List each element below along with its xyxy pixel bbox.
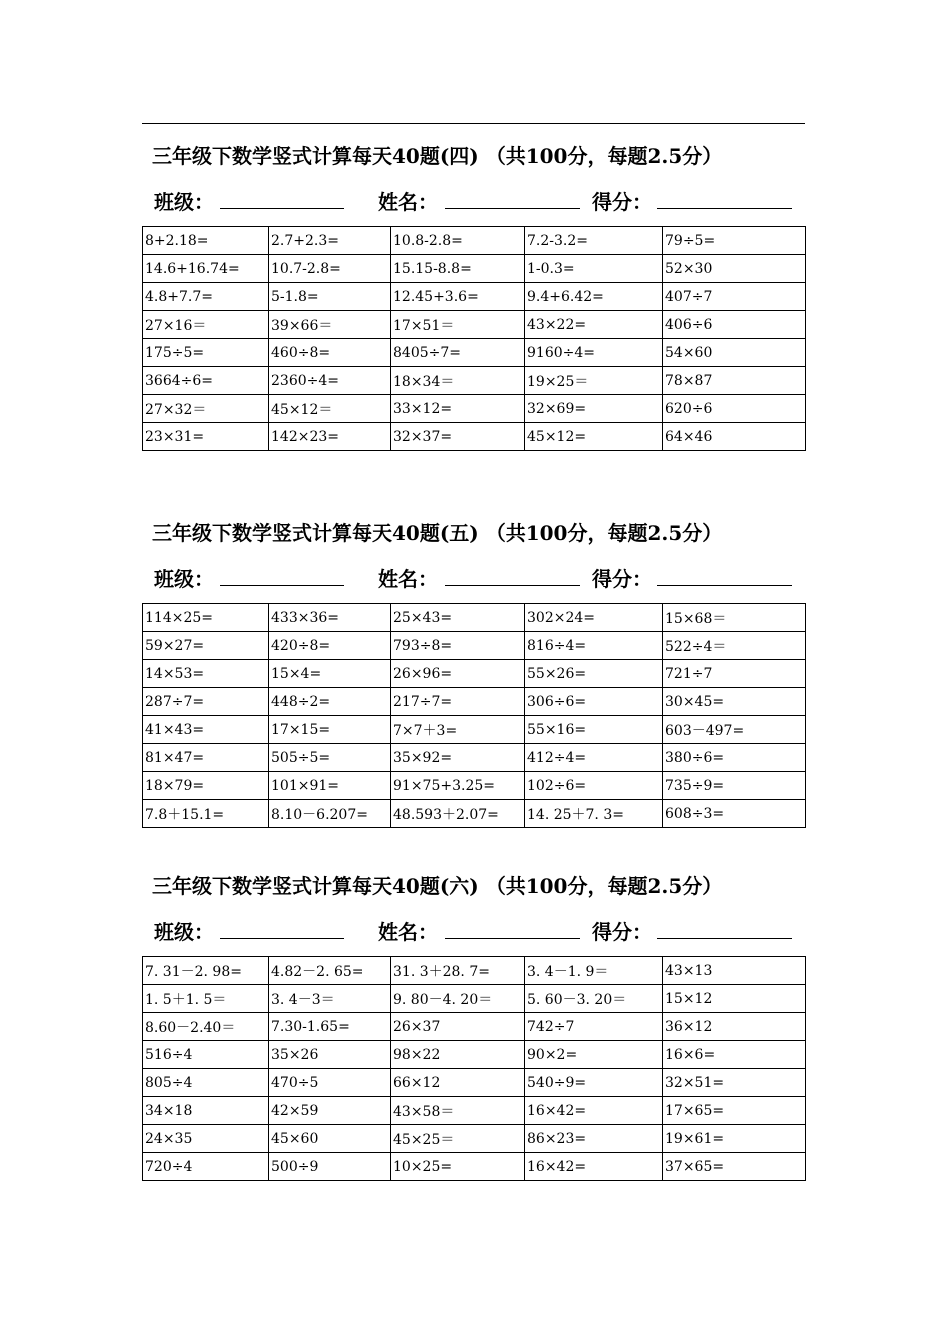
student-info-row [142, 563, 805, 591]
problem-cell: 7.30-1.65= [269, 1013, 391, 1041]
problem-cell: 59×27= [143, 632, 269, 660]
problem-cell: 34×18 [143, 1097, 269, 1125]
problem-cell: 27×32＝ [143, 395, 269, 423]
problem-cell: 30×45= [663, 688, 806, 716]
table-row [143, 744, 806, 772]
problem-cell: 78×87 [663, 367, 806, 395]
problem-cell: 31. 3＋28. 7= [391, 957, 525, 985]
problem-cell: 433×36= [269, 604, 391, 632]
problem-cell: 14.6+16.74= [143, 255, 269, 283]
problem-cell: 32×69= [525, 395, 663, 423]
table-row [143, 423, 806, 451]
problem-cell: 720÷4 [143, 1153, 269, 1181]
problem-cell: 43×22= [525, 311, 663, 339]
problem-cell: 18×34＝ [391, 367, 525, 395]
problem-cell: 7.8＋15.1= [143, 800, 269, 828]
problem-cell: 407÷7 [663, 283, 806, 311]
top-divider [142, 123, 805, 124]
name-blank[interactable] [445, 938, 580, 939]
table-row [143, 367, 806, 395]
name-blank[interactable] [445, 208, 580, 209]
problem-cell: 10.8-2.8= [391, 227, 525, 255]
problem-cell: 48.593＋2.07= [391, 800, 525, 828]
problem-table [142, 226, 806, 451]
problem-cell: 12.45+3.6= [391, 283, 525, 311]
problem-cell: 55×26= [525, 660, 663, 688]
problem-cell: 9.4+6.42= [525, 283, 663, 311]
problem-cell: 522÷4＝ [663, 632, 806, 660]
problem-cell: 1. 5＋1. 5＝ [143, 985, 269, 1013]
problem-cell: 23×31= [143, 423, 269, 451]
problem-cell: 287÷7= [143, 688, 269, 716]
problem-cell: 217÷7= [391, 688, 525, 716]
score-blank[interactable] [657, 938, 792, 939]
problem-cell: 742÷7 [525, 1013, 663, 1041]
problem-cell: 36×12 [663, 1013, 806, 1041]
table-row [143, 957, 806, 985]
problem-cell: 175÷5= [143, 339, 269, 367]
problem-cell: 8.60－2.40＝ [143, 1013, 269, 1041]
problem-table [142, 603, 806, 828]
problem-cell: 14. 25＋7. 3= [525, 800, 663, 828]
problem-cell: 17×15= [269, 716, 391, 744]
problem-table [142, 956, 806, 1181]
problem-cell: 603－497= [663, 716, 806, 744]
section-title: 三年级下数学竖式计算每天40题(六) （共100分，每题2.5分） [152, 874, 723, 898]
problem-cell: 64×46 [663, 423, 806, 451]
problem-cell: 2.7+2.3= [269, 227, 391, 255]
problem-cell: 17×65= [663, 1097, 806, 1125]
problem-cell: 7.2-3.2= [525, 227, 663, 255]
problem-cell: 14×53= [143, 660, 269, 688]
problem-cell: 9160÷4= [525, 339, 663, 367]
score-label: 得分： [592, 920, 652, 944]
problem-cell: 91×75+3.25= [391, 772, 525, 800]
problem-cell: 16×6= [663, 1041, 806, 1069]
table-row [143, 1013, 806, 1041]
problem-cell: 142×23= [269, 423, 391, 451]
problem-cell: 460÷8= [269, 339, 391, 367]
score-label: 得分： [592, 190, 652, 214]
table-row [143, 1041, 806, 1069]
problem-cell: 19×25＝ [525, 367, 663, 395]
problem-cell: 98×22 [391, 1041, 525, 1069]
problem-cell: 42×59 [269, 1097, 391, 1125]
student-info-row [142, 916, 805, 944]
problem-cell: 45×25＝ [391, 1125, 525, 1153]
problem-cell: 2360÷4= [269, 367, 391, 395]
problem-cell: 32×51= [663, 1069, 806, 1097]
table-row [143, 283, 806, 311]
problem-cell: 35×92= [391, 744, 525, 772]
problem-cell: 26×37 [391, 1013, 525, 1041]
score-label: 得分： [592, 567, 652, 591]
problem-cell: 45×60 [269, 1125, 391, 1153]
table-row [143, 1153, 806, 1181]
problem-cell: 16×42= [525, 1153, 663, 1181]
table-row [143, 1069, 806, 1097]
score-blank[interactable] [657, 585, 792, 586]
table-row [143, 1097, 806, 1125]
problem-cell: 25×43= [391, 604, 525, 632]
name-blank[interactable] [445, 585, 580, 586]
problem-cell: 86×23= [525, 1125, 663, 1153]
problem-cell: 15×12 [663, 985, 806, 1013]
table-row [143, 604, 806, 632]
problem-cell: 43×13 [663, 957, 806, 985]
problem-cell: 10×25= [391, 1153, 525, 1181]
problem-cell: 540÷9= [525, 1069, 663, 1097]
problem-cell: 412÷4= [525, 744, 663, 772]
problem-cell: 17×51＝ [391, 311, 525, 339]
problem-cell: 15.15-8.8= [391, 255, 525, 283]
table-row [143, 772, 806, 800]
problem-cell: 3. 4－1. 9＝ [525, 957, 663, 985]
problem-cell: 9. 80－4. 20＝ [391, 985, 525, 1013]
problem-cell: 7×7＋3= [391, 716, 525, 744]
problem-cell: 24×35 [143, 1125, 269, 1153]
problem-cell: 43×58＝ [391, 1097, 525, 1125]
problem-cell: 516÷4 [143, 1041, 269, 1069]
problem-cell: 10.7-2.8= [269, 255, 391, 283]
problem-cell: 16×42= [525, 1097, 663, 1125]
problem-cell: 608÷3= [663, 800, 806, 828]
problem-cell: 102÷6= [525, 772, 663, 800]
name-label: 姓名： [378, 920, 438, 944]
problem-cell: 101×91= [269, 772, 391, 800]
problem-cell: 33×12= [391, 395, 525, 423]
table-row [143, 688, 806, 716]
problem-cell: 27×16＝ [143, 311, 269, 339]
problem-cell: 26×96= [391, 660, 525, 688]
class-label: 班级： [154, 190, 214, 214]
table-row [143, 632, 806, 660]
problem-cell: 420÷8= [269, 632, 391, 660]
problem-cell: 15×68＝ [663, 604, 806, 632]
table-row [143, 660, 806, 688]
problem-cell: 90×2= [525, 1041, 663, 1069]
problem-cell: 805÷4 [143, 1069, 269, 1097]
problem-cell: 793÷8= [391, 632, 525, 660]
problem-cell: 81×47= [143, 744, 269, 772]
table-row [143, 395, 806, 423]
problem-cell: 52×30 [663, 255, 806, 283]
class-label: 班级： [154, 920, 214, 944]
table-row [143, 311, 806, 339]
problem-cell: 79÷5= [663, 227, 806, 255]
problem-cell: 448÷2= [269, 688, 391, 716]
name-label: 姓名： [378, 567, 438, 591]
problem-cell: 54×60 [663, 339, 806, 367]
problem-cell: 306÷6= [525, 688, 663, 716]
table-row [143, 985, 806, 1013]
problem-cell: 66×12 [391, 1069, 525, 1097]
problem-cell: 45×12＝ [269, 395, 391, 423]
class-label: 班级： [154, 567, 214, 591]
problem-cell: 3664÷6= [143, 367, 269, 395]
student-info-row [142, 186, 805, 214]
problem-cell: 35×26 [269, 1041, 391, 1069]
problem-cell: 37×65= [663, 1153, 806, 1181]
problem-cell: 8+2.18= [143, 227, 269, 255]
problem-cell: 4.82－2. 65= [269, 957, 391, 985]
section-title: 三年级下数学竖式计算每天40题(四) （共100分，每题2.5分） [152, 144, 723, 168]
problem-cell: 721÷7 [663, 660, 806, 688]
problem-cell: 5. 60－3. 20＝ [525, 985, 663, 1013]
problem-cell: 5-1.8= [269, 283, 391, 311]
table-row [143, 716, 806, 744]
problem-cell: 55×16= [525, 716, 663, 744]
problem-cell: 1-0.3= [525, 255, 663, 283]
problem-cell: 816÷4= [525, 632, 663, 660]
problem-cell: 4.8+7.7= [143, 283, 269, 311]
problem-cell: 45×12= [525, 423, 663, 451]
table-row [143, 339, 806, 367]
problem-cell: 32×37= [391, 423, 525, 451]
problem-cell: 620÷6 [663, 395, 806, 423]
class-blank[interactable] [220, 208, 344, 209]
problem-cell: 470÷5 [269, 1069, 391, 1097]
problem-cell: 3. 4－3＝ [269, 985, 391, 1013]
problem-cell: 8405÷7= [391, 339, 525, 367]
section-title: 三年级下数学竖式计算每天40题(五) （共100分，每题2.5分） [152, 521, 723, 545]
problem-cell: 735÷9= [663, 772, 806, 800]
class-blank[interactable] [220, 938, 344, 939]
table-row [143, 1125, 806, 1153]
problem-cell: 39×66＝ [269, 311, 391, 339]
problem-cell: 406÷6 [663, 311, 806, 339]
name-label: 姓名： [378, 190, 438, 214]
problem-cell: 19×61= [663, 1125, 806, 1153]
table-row [143, 800, 806, 828]
problem-cell: 15×4= [269, 660, 391, 688]
problem-cell: 7. 31－2. 98= [143, 957, 269, 985]
problem-cell: 500÷9 [269, 1153, 391, 1181]
problem-cell: 302×24= [525, 604, 663, 632]
table-row [143, 255, 806, 283]
problem-cell: 114×25= [143, 604, 269, 632]
problem-cell: 41×43= [143, 716, 269, 744]
problem-cell: 505÷5= [269, 744, 391, 772]
problem-cell: 380÷6= [663, 744, 806, 772]
problem-cell: 18×79= [143, 772, 269, 800]
class-blank[interactable] [220, 585, 344, 586]
score-blank[interactable] [657, 208, 792, 209]
table-row [143, 227, 806, 255]
problem-cell: 8.10－6.207= [269, 800, 391, 828]
